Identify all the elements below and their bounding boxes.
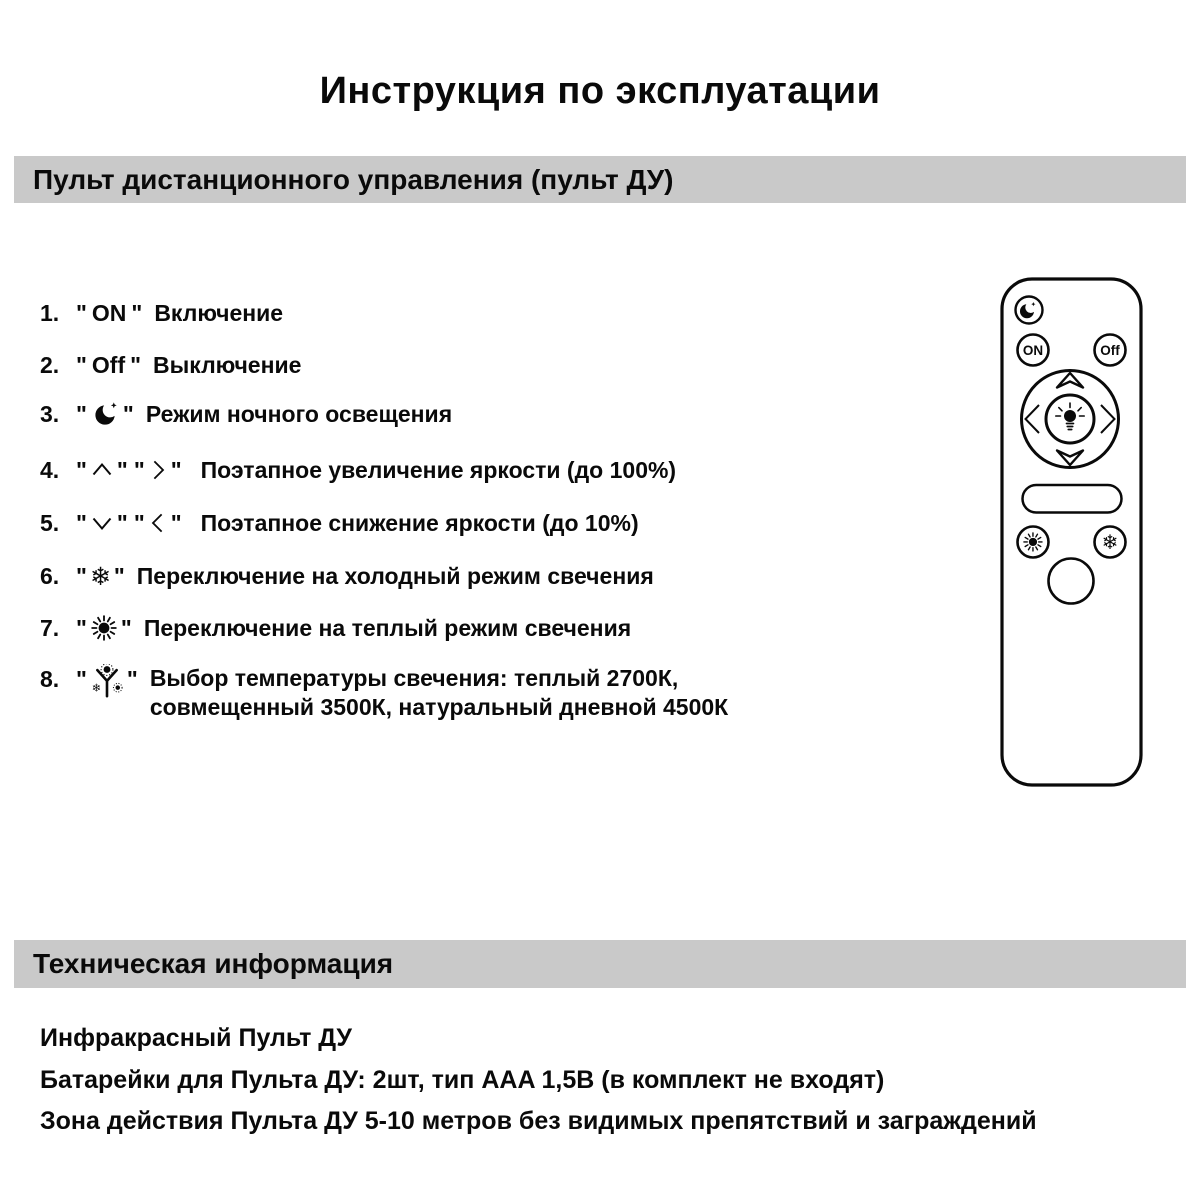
quote-mark: " bbox=[76, 400, 87, 427]
instruction-row-4 bbox=[40, 452, 676, 488]
instruction-label: Включение bbox=[154, 299, 284, 326]
snowflake-mini-icon: ❄ bbox=[91, 681, 101, 695]
remote-off-label: Off bbox=[1100, 343, 1120, 358]
chevron-left-icon bbox=[148, 510, 168, 536]
item-number: 2. bbox=[40, 351, 60, 378]
section-header-remote-label: Пульт дистанционного управления (пульт ДУ) bbox=[33, 163, 674, 195]
item-number: 3. bbox=[40, 400, 60, 427]
quote-mark: " bbox=[122, 400, 134, 427]
snowflake-icon: ❄ bbox=[89, 561, 111, 591]
tech-line-range: Зона действия Пульта ДУ 5-10 метров без видимых препятствий и заграждений bbox=[40, 1107, 1037, 1135]
on-button-label: ON bbox=[91, 299, 127, 326]
sun-icon bbox=[90, 614, 118, 642]
quote-mark: " bbox=[120, 614, 132, 641]
chevron-up-icon bbox=[90, 459, 114, 481]
quote-mark: " bbox=[170, 509, 182, 536]
item-number: 4. bbox=[40, 456, 60, 483]
quote-mark: " bbox=[76, 351, 87, 378]
quote-mark: " bbox=[133, 509, 145, 536]
instruction-label: Поэтапное снижение яркости (до 10%) bbox=[200, 509, 639, 536]
moon-icon bbox=[90, 399, 120, 429]
quote-mark: " bbox=[76, 299, 87, 326]
instruction-label: Выключение bbox=[153, 351, 302, 378]
quote-mark: " bbox=[170, 456, 182, 483]
instruction-label: Режим ночного освещения bbox=[145, 400, 453, 427]
temperature-select-icon bbox=[90, 664, 124, 700]
instruction-label: Переключение на теплый режим свечения bbox=[143, 614, 632, 641]
instruction-row-6 bbox=[40, 558, 654, 594]
quote-mark: " bbox=[76, 509, 87, 536]
section-header-remote bbox=[14, 156, 1186, 203]
page-title: Инструкция по эксплуатации bbox=[319, 70, 881, 112]
item-number: 1. bbox=[40, 299, 60, 326]
instruction-label-line1: Выбор температуры свечения: теплый 2700К, bbox=[149, 665, 679, 691]
quote-mark: " bbox=[131, 299, 143, 326]
item-number: 7. bbox=[40, 614, 60, 641]
quote-mark: " bbox=[116, 456, 128, 483]
instruction-row-5 bbox=[40, 505, 639, 541]
instruction-row-7 bbox=[40, 610, 631, 646]
chevron-right-icon bbox=[148, 457, 168, 483]
tech-line-ir-remote: Инфракрасный Пульт ДУ bbox=[40, 1024, 352, 1052]
section-header-tech-label: Техническая информация bbox=[33, 948, 394, 979]
snowflake-icon: ❄ bbox=[1101, 530, 1119, 554]
instruction-label bbox=[150, 664, 870, 722]
remote-on-label: ON bbox=[1022, 343, 1044, 358]
remote-illustration bbox=[1000, 277, 1143, 787]
instruction-row-3 bbox=[40, 396, 452, 432]
tech-line-batteries: Батарейки для Пульта ДУ: 2шт, тип AAA 1,5В (в комплект не входят) bbox=[40, 1066, 885, 1094]
item-number: 6. bbox=[40, 562, 60, 589]
item-number: 5. bbox=[40, 509, 60, 536]
quote-mark: " bbox=[76, 666, 87, 692]
quote-mark: " bbox=[76, 614, 87, 641]
off-button-label: Off bbox=[91, 351, 126, 378]
instruction-label: Поэтапное увеличение яркости (до 100%) bbox=[200, 456, 677, 483]
instruction-label-line2: совмещенный 3500К, натуральный дневной 4500К bbox=[149, 694, 729, 720]
section-header-tech bbox=[14, 940, 1186, 988]
quote-mark: " bbox=[113, 562, 125, 589]
instruction-row-2 bbox=[40, 347, 301, 383]
quote-mark: " bbox=[126, 666, 138, 692]
item-number: 8. bbox=[40, 666, 60, 692]
quote-mark: " bbox=[133, 456, 145, 483]
quote-mark: " bbox=[116, 509, 128, 536]
chevron-down-icon bbox=[90, 512, 114, 534]
instruction-row-8 bbox=[40, 664, 870, 722]
instruction-row-1 bbox=[40, 295, 283, 331]
quote-mark: " bbox=[76, 456, 87, 483]
quote-mark: " bbox=[130, 351, 142, 378]
quote-mark: " bbox=[76, 562, 87, 589]
instruction-label: Переключение на холодный режим свечения bbox=[136, 562, 654, 589]
